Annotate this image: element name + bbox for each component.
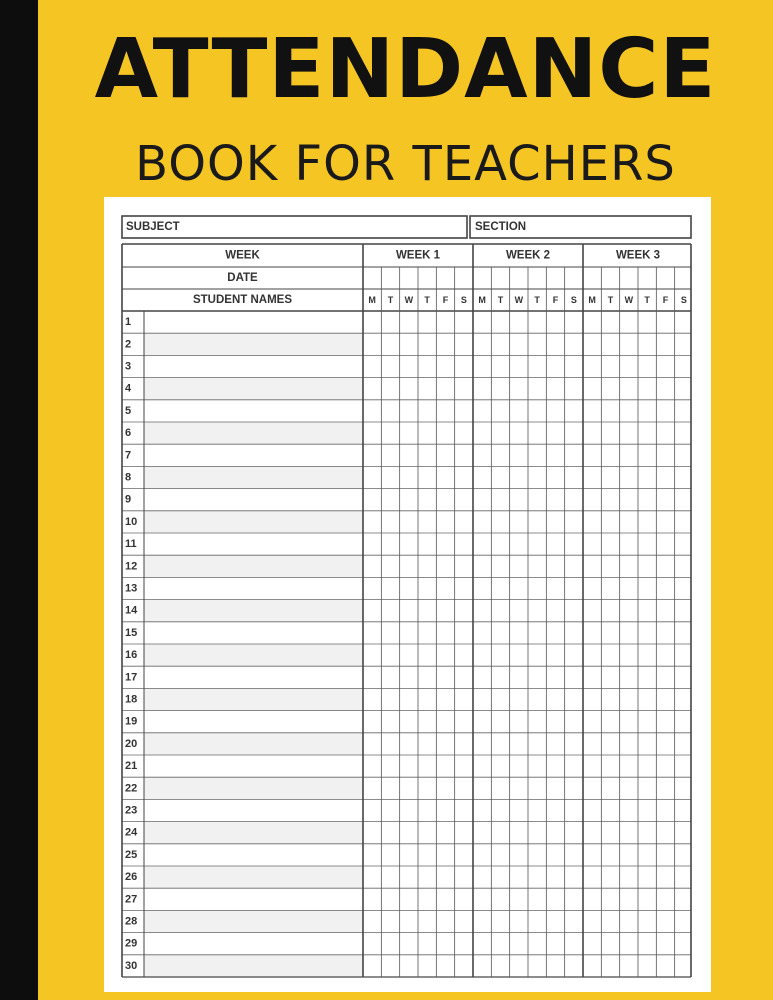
attendance-sheet	[104, 197, 711, 992]
row-number: 29	[125, 937, 138, 950]
name-row-shade	[144, 822, 363, 844]
section-label: SECTION	[475, 221, 527, 233]
row-number: 26	[125, 871, 138, 884]
name-row-shade	[144, 910, 363, 932]
day-header: T	[387, 295, 394, 305]
row-number: 15	[125, 626, 138, 639]
week-2-header: WEEK 2	[505, 249, 551, 262]
name-row-shade	[144, 511, 363, 533]
cover-subtitle: BOOK FOR TEACHERS	[135, 136, 676, 192]
day-header: W	[624, 295, 634, 305]
day-header: F	[552, 295, 559, 305]
row-number: 7	[125, 449, 132, 462]
name-row-shade	[144, 466, 363, 488]
row-number: 9	[125, 493, 132, 506]
row-number: 4	[125, 382, 132, 395]
name-row-shade	[144, 378, 363, 400]
name-row-shade	[144, 866, 363, 888]
name-row-shade	[144, 333, 363, 355]
row-number: 18	[125, 693, 138, 706]
name-row-shade	[144, 422, 363, 444]
row-number: 16	[125, 649, 138, 662]
day-header: S	[460, 295, 467, 305]
row-number: 27	[125, 893, 138, 906]
row-number: 2	[125, 338, 132, 351]
day-header: S	[680, 295, 687, 305]
day-header: T	[424, 295, 430, 305]
day-header: T	[644, 295, 650, 305]
student-names-header: STUDENT NAMES	[192, 294, 293, 306]
name-row-shade	[144, 644, 363, 666]
name-row-shade	[144, 733, 363, 755]
day-header: M	[368, 295, 376, 305]
row-number: 14	[125, 604, 138, 617]
row-number: 28	[125, 915, 138, 928]
cover-title: ATTENDANCE	[94, 22, 717, 117]
row-number: 11	[125, 538, 137, 551]
row-number: 21	[125, 760, 138, 773]
week-3-header: WEEK 3	[615, 249, 661, 262]
day-header: M	[588, 295, 596, 305]
name-row-shade	[144, 955, 363, 977]
row-number: 12	[125, 560, 138, 573]
row-number: 19	[125, 715, 138, 728]
date-header: DATE	[227, 272, 258, 284]
week-1-header: WEEK 1	[395, 249, 441, 262]
row-number: 3	[125, 360, 132, 373]
day-header: S	[570, 295, 577, 305]
row-number: 24	[125, 826, 138, 839]
day-header: W	[514, 295, 524, 305]
name-row-shade	[144, 777, 363, 799]
week-header: WEEK	[225, 249, 260, 262]
name-row-shade	[144, 555, 363, 577]
day-header: T	[607, 295, 614, 305]
day-header: T	[497, 295, 504, 305]
name-row-shade	[144, 600, 363, 622]
subject-label: SUBJECT	[126, 221, 180, 233]
day-header: T	[534, 295, 540, 305]
row-number: 13	[125, 582, 138, 595]
day-header: M	[478, 295, 486, 305]
row-number: 17	[125, 671, 138, 684]
row-number: 25	[125, 848, 138, 861]
row-number: 5	[125, 404, 132, 417]
row-number: 23	[125, 804, 138, 817]
row-number: 30	[125, 959, 138, 972]
book-spine	[0, 0, 38, 1000]
row-number: 10	[125, 515, 138, 528]
day-header: F	[662, 295, 669, 305]
row-number: 6	[125, 427, 132, 440]
day-header: F	[442, 295, 449, 305]
row-number: 1	[125, 316, 132, 329]
attendance-grid	[104, 197, 711, 992]
name-row-shade	[144, 688, 363, 710]
row-number: 8	[125, 471, 132, 484]
row-number: 20	[125, 737, 138, 750]
row-number: 22	[125, 782, 138, 795]
day-header: W	[404, 295, 414, 305]
